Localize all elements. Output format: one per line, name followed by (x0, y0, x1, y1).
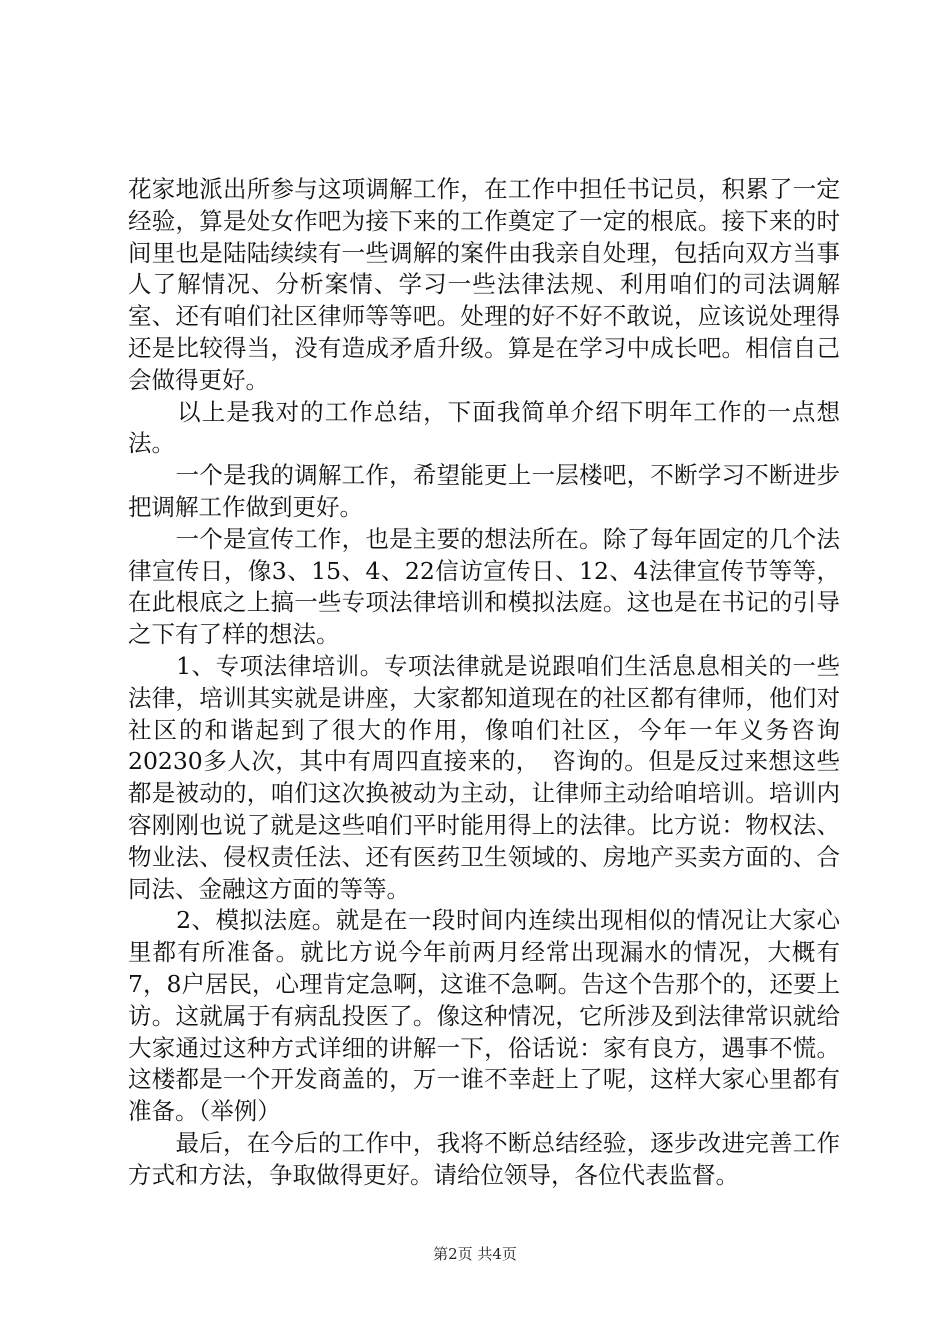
document-body (128, 174, 840, 1192)
paragraph-2: 以上是我对的工作总结，下面我简单介绍下明年工作的一点想法。 (128, 397, 840, 458)
paragraph-6: 2、模拟法庭。就是在一段时间内连续出现相似的情况让大家心里都有所准备。就比方说今年前两月经常出现漏水的情况，大概有7，8户居民，心理肯定急啊，这谁不急啊。告这个告那个的，还要上访。这就属于有病乱投医了。像这种情况，它所涉及到法律常识就给大家通过这种方式详细的讲解一下，俗话说：家有良方，遇事不慌。这楼都是一个开发商盖的，万一谁不幸赶上了呢，这样大家心里都有准备。（举例） (128, 906, 840, 1126)
paragraph-5: 1、专项法律培训。专项法律就是说跟咱们生活息息相关的一些法律，培训其实就是讲座，大家都知道现在的社区都有律师，他们对社区的和谐起到了很大的作用，像咱们社区，今年一年义务咨询20230多人次，其中有周四直接来的， 咨询的。但是反过来想这些都是被动的，咱们这次换被动为主动，让律师主动给咱培训。培训内容刚刚也说了就是这些咱们平时能用得上的法律。比方说：物权法、物业法、侵权责任法、还有医药卫生领域的、房地产买卖方面的、合同法、金融这方面的等等。 (128, 651, 840, 903)
paragraph-3: 一个是我的调解工作，希望能更上一层楼吧，不断学习不断进步把调解工作做到更好。 (128, 461, 840, 521)
paragraph-4: 一个是宣传工作，也是主要的想法所在。除了每年固定的几个法律宣传日，像3、15、4、22信访宣传日、12、4法律宣传节等等，在此根底之上搞一些专项法律培训和模拟法庭。这也是在书记的引导之下有了样的想法。 (128, 524, 840, 649)
paragraph-7: 最后，在今后的工作中，我将不断总结经验，逐步改进完善工作方式和方法，争取做得更好。请给位领导，各位代表监督。 (128, 1128, 840, 1189)
paragraph-1: 花家地派出所参与这项调解工作，在工作中担任书记员，积累了一定经验，算是处女作吧为接下来的工作奠定了一定的根底。接下来的时间里也是陆陆续续有一些调解的案件由我亲自处理，包括向双方当事人了解情况、分析案情、学习一些法律法规、利用咱们的司法调解室、还有咱们社区律师等等吧。处理的好不好不敢说，应该说处理得还是比较得当，没有造成矛盾升级。算是在学习中成长吧。相信自己会做得更好。 (128, 175, 840, 394)
page-footer: 第2页 共4页 (433, 1245, 517, 1263)
